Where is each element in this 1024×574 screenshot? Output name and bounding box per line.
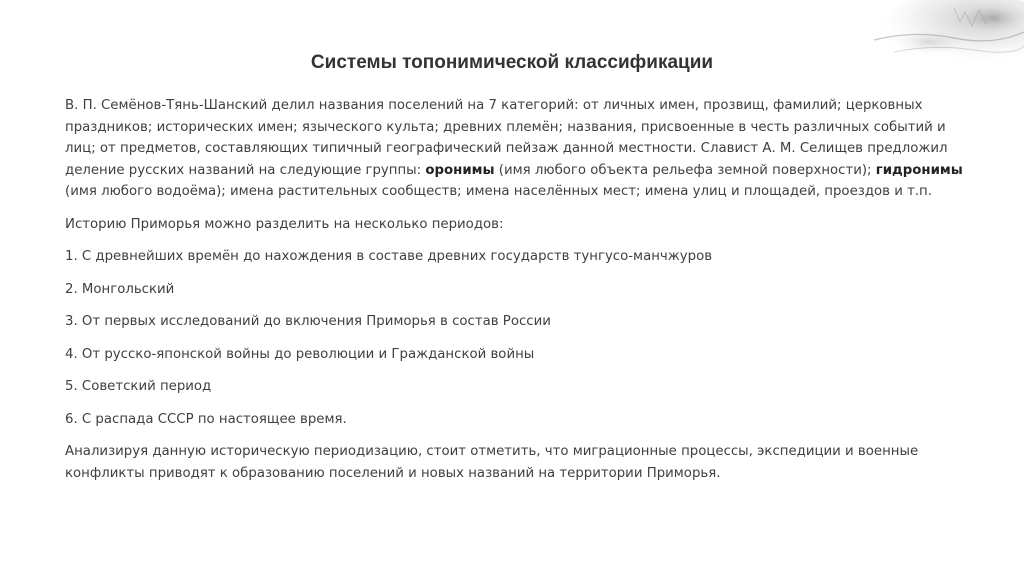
page-title: Системы топонимической классификации — [310, 52, 714, 73]
intro-text-part1: В. П. Семёнов-Тянь-Шанский делил названия поселений на 7 категорий: от личных имен, прозвищ, фамилий; церковных праздников; исторических имен; языческого культа; древних племён; названия, присвоенные в честь различных событий и лиц; от предметов, составляющих типичный географический пейзаж данной местности. Славист А. М. Селищев предложил деление русских названий на следующие группы: — [65, 98, 948, 178]
period-item-4: 4. От русско-японской войны до революции и Гражданской войны — [65, 346, 535, 362]
period-item-2: 2. Монгольский — [65, 281, 175, 297]
period-item-5: 5. Советский период — [65, 379, 212, 394]
intro-paragraph — [65, 95, 970, 203]
period-item-3: 3. От первых исследований до включения Приморья в состав России — [65, 314, 551, 329]
slide-body — [65, 95, 970, 484]
period-item-1: 1. С древнейших времён до нахождения в составе древних государств тунгусо-манчжуров — [65, 249, 713, 264]
intro-text-part3: (имя любого водоёма); имена растительных сообществ; имена населённых мест; имена улиц и площадей, проездов и т.п. — [65, 184, 932, 199]
period-item-6: 6. С распада СССР по настоящее время. — [65, 411, 347, 427]
conclusion-paragraph: Анализируя данную историческую периодизацию, стоит отметить, что миграционные процессы, экспедиции и военные конфликты приводят к образованию поселений и новых названий на территории Приморья. — [65, 444, 919, 481]
term-oronyms: оронимы — [425, 162, 495, 178]
intro-text-part2: (имя любого объекта рельефа земной поверхности); — [494, 162, 876, 178]
term-hydronyms: гидронимы — [875, 162, 963, 178]
history-intro: Историю Приморья можно разделить на несколько периодов: — [65, 216, 504, 232]
